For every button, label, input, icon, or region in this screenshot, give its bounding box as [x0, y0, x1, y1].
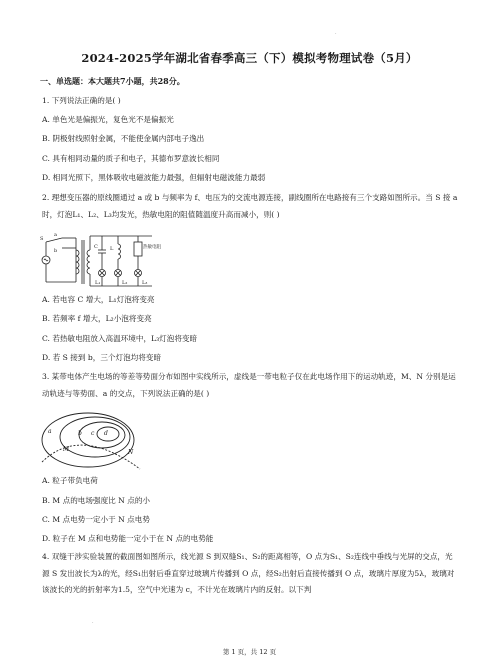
- q2-option-d: D. 若 S 接到 b，三个灯泡均将变暗: [42, 353, 162, 362]
- q1-option-a: A. 单色光是偏振光，复色光不是偏振光: [42, 115, 174, 124]
- q1-option-c: C. 具有相同动量的质子和电子，其德布罗意波长相同: [42, 154, 220, 163]
- label-l: L: [110, 246, 114, 252]
- label-a: a: [54, 232, 57, 238]
- q3-option-b: B. M 点的电场强度比 N 点的小: [42, 496, 151, 505]
- page-footer: 第 1 页，共 12 页: [222, 648, 277, 656]
- label-c: c: [91, 430, 95, 437]
- label-n: N: [128, 449, 134, 456]
- label-l1: L₁: [95, 280, 101, 286]
- equipotential-figure: [40, 407, 146, 473]
- q2-stem: 2. 理想变压器的原线圈通过 a 或 b 与频率为 f、电压为的交流电源连接，副线圈所在电路接有三个支路如图所示。当 S 接 a 时，灯泡L₁、L₂、L₃均发光，热敏电阻的阻值随温度升高而减小，则( ): [42, 193, 458, 219]
- label-b: b: [78, 430, 82, 437]
- q2-option-a: A. 若电容 C 增大，L₁灯泡将变亮: [42, 295, 155, 304]
- page-title: 2024-2025学年湖北省春季高三（下）模拟考物理试卷（5月）: [81, 51, 418, 65]
- label-a: a: [48, 428, 52, 435]
- label-c: C: [94, 244, 98, 250]
- q1-option-d: D. 相同光照下，黑体吸收电磁波能力最强，但辐射电磁波能力最弱: [42, 173, 266, 182]
- scan-speck: ·: [92, 620, 94, 626]
- label-d: d: [104, 430, 108, 437]
- label-s: S: [40, 236, 44, 242]
- label-m: M: [63, 446, 70, 453]
- q4-stem: 4. 双缝干涉实验装置的截面图如图所示，线光源 S 到双缝S₁、S₂的距离相等，O 点为S₁、S₂连线中垂线与光屏的交点，光源 S 发出波长为λ的光，经S₁出射后垂直穿过玻璃片传播到 O 点，经S₂出射后直接传播到 O 点，玻璃片厚度为5λ，玻璃对该波长的光的折射率为1.5，空气中光速为 c，不计光在玻璃片内的反射。以下判: [42, 552, 455, 594]
- label-b: b: [54, 248, 58, 254]
- label-thermistor: 热敏电阻: [143, 245, 161, 250]
- q3-option-c: C. M 点电势一定小于 N 点电势: [42, 515, 150, 524]
- q3-stem: 3. 某带电体产生电场的等差等势面分布如图中实线所示，虚线是一带电粒子仅在此电场作用下的运动轨迹，M、N 分别是运动轨迹与等势面、a 的交点，下列说法正确的是( ): [42, 372, 456, 398]
- label-l3: L₃: [142, 280, 148, 286]
- q3-option-d: D. 粒子在 M 点和电势能一定小于在 N 点的电势能: [42, 534, 214, 543]
- q1-stem: 1. 下列说法正确的是( ): [42, 96, 121, 105]
- scan-speck: ·: [335, 31, 337, 37]
- section-heading: 一、单选题：本大题共7小题，共28分。: [40, 76, 185, 86]
- q3-option-a: A. 粒子带负电荷: [42, 476, 98, 485]
- label-l2: L₂: [122, 280, 128, 286]
- transformer-circuit-figure: [40, 228, 166, 290]
- q2-option-b: B. 若频率 f 增大，L₂小泡将变亮: [42, 314, 152, 323]
- q1-option-b: B. 阴极射线照射金属，不能使金属内部电子逸出: [42, 134, 205, 143]
- q2-option-c: C. 若热敏电阻放入高温环境中，L₃灯泡将变暗: [42, 334, 198, 343]
